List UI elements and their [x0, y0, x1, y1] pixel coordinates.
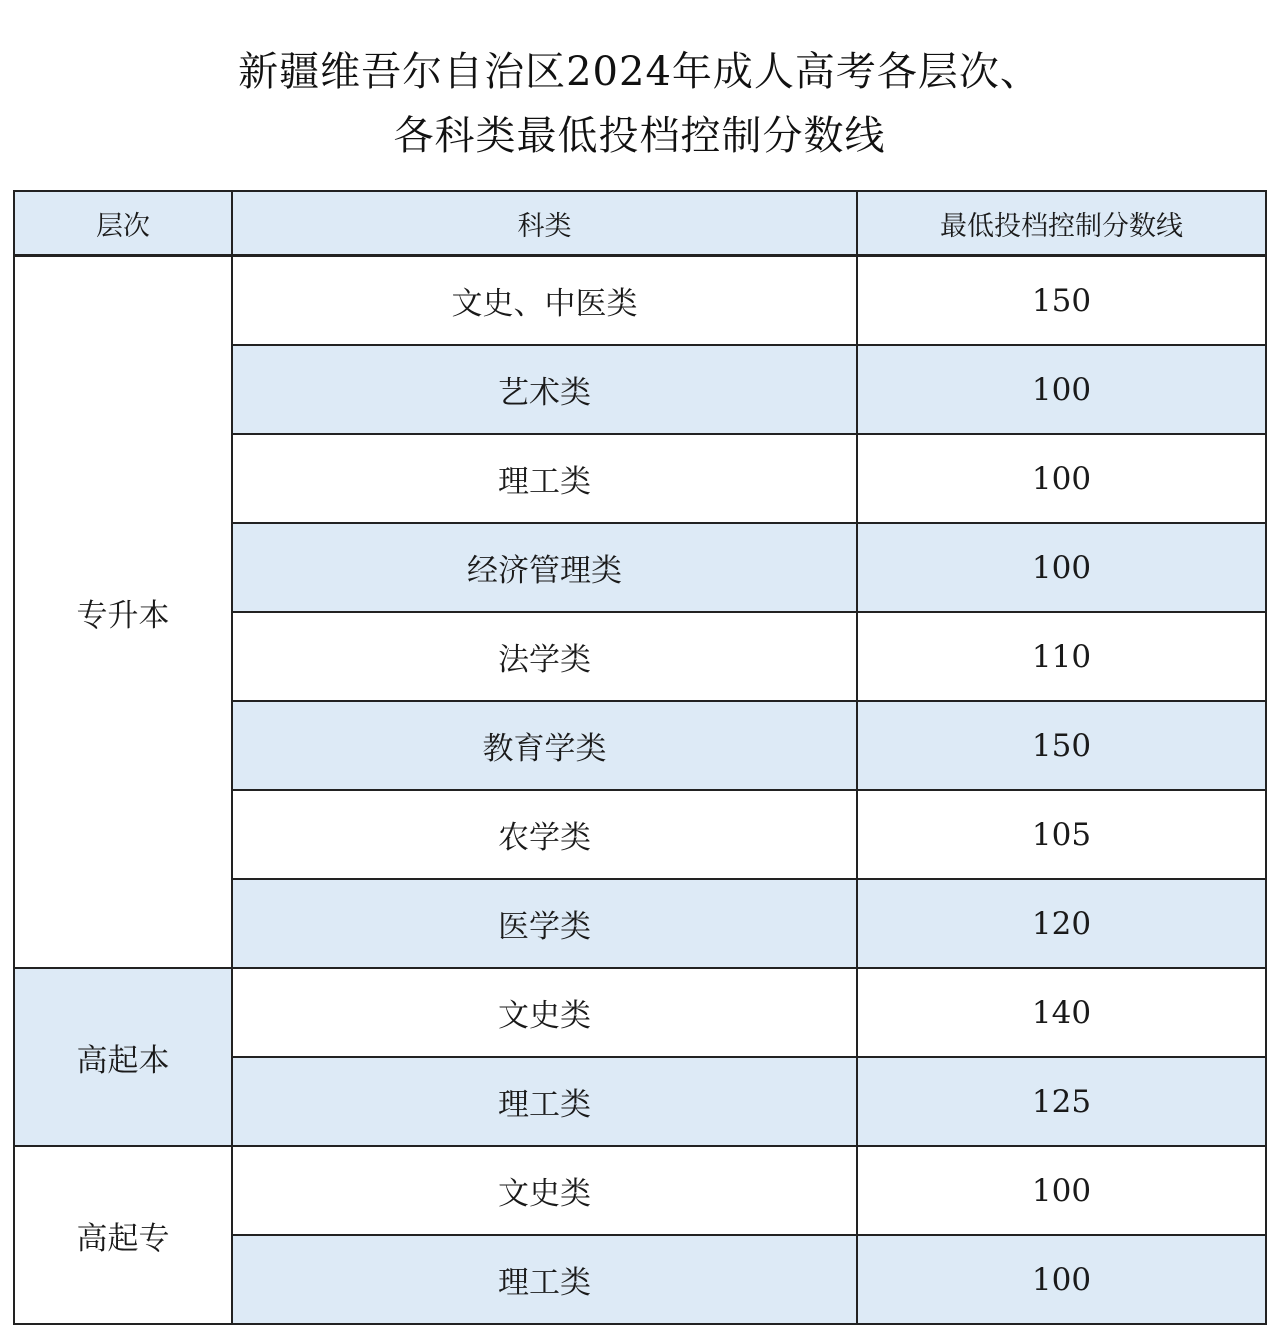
score-cell: 100 [857, 1146, 1266, 1235]
score-cell: 125 [857, 1057, 1266, 1146]
category-cell: 理工类 [232, 1057, 857, 1146]
category-cell: 文史、中医类 [232, 256, 857, 346]
score-cell: 120 [857, 879, 1266, 968]
table-header-row [14, 191, 1266, 256]
score-cell: 105 [857, 790, 1266, 879]
category-cell: 理工类 [232, 1235, 857, 1324]
table-row [14, 968, 1266, 1057]
category-cell: 理工类 [232, 434, 857, 523]
category-cell: 文史类 [232, 968, 857, 1057]
score-cell: 100 [857, 434, 1266, 523]
header-score: 最低投档控制分数线 [857, 191, 1266, 256]
score-cell: 100 [857, 345, 1266, 434]
score-cell: 100 [857, 1235, 1266, 1324]
category-cell: 法学类 [232, 612, 857, 701]
score-table [13, 190, 1267, 1325]
header-category: 科类 [232, 191, 857, 256]
score-cell: 110 [857, 612, 1266, 701]
category-cell: 医学类 [232, 879, 857, 968]
score-cell: 100 [857, 523, 1266, 612]
level-cell: 高起专 [14, 1146, 232, 1324]
category-cell: 农学类 [232, 790, 857, 879]
score-cell: 150 [857, 256, 1266, 346]
category-cell: 教育学类 [232, 701, 857, 790]
table-row [14, 1146, 1266, 1235]
title-line-2: 各科类最低投档控制分数线 [393, 113, 886, 159]
level-cell: 专升本 [14, 256, 232, 969]
category-cell: 文史类 [232, 1146, 857, 1235]
category-cell: 艺术类 [232, 345, 857, 434]
level-cell: 高起本 [14, 968, 232, 1146]
table-row [14, 256, 1266, 346]
header-level: 层次 [14, 191, 232, 256]
title-line-1: 新疆维吾尔自治区2024年成人高考各层次、 [238, 49, 1041, 95]
score-cell: 140 [857, 968, 1266, 1057]
score-cell: 150 [857, 701, 1266, 790]
page-title [0, 40, 1279, 168]
category-cell: 经济管理类 [232, 523, 857, 612]
